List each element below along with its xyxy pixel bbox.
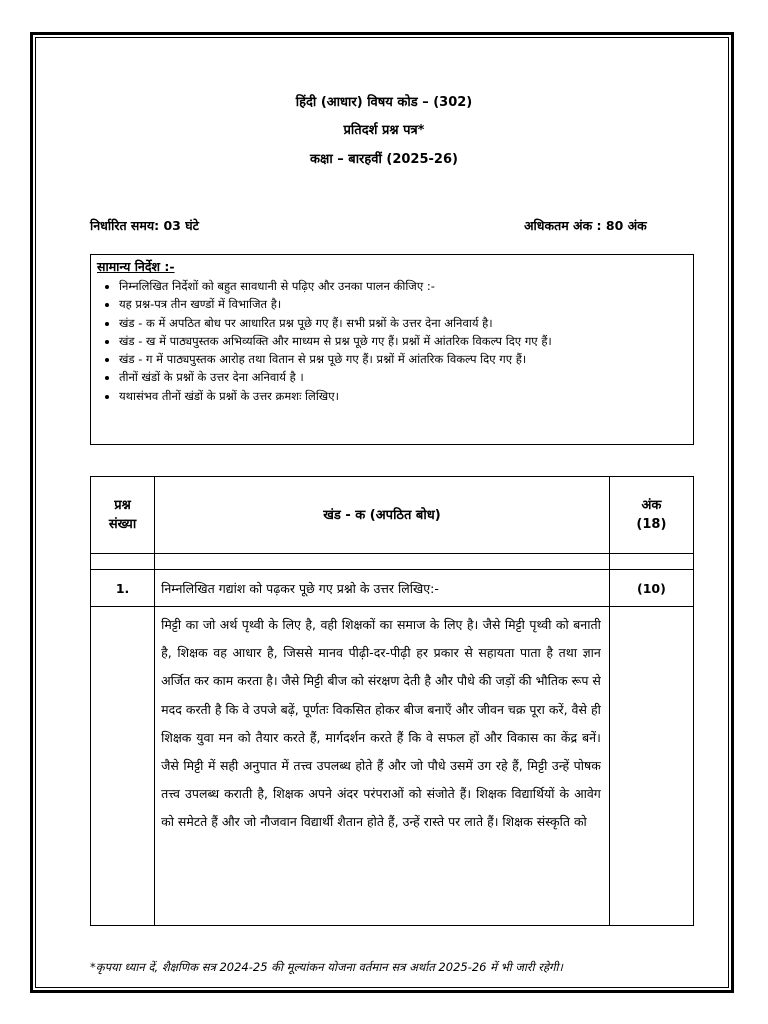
table-header-row: [91, 477, 694, 554]
footnote: *कृपया ध्यान दें, शैक्षणिक सत्र 2024-25 की मूल्यांकन योजना वर्तमान सत्र अर्थात 2025-26 में भी जारी रहेगी।: [90, 960, 563, 974]
instructions-list: [97, 277, 687, 405]
instruction-item: • यह प्रश्न-पत्र तीन खण्डों में विभाजित है।: [119, 295, 687, 313]
marks-header: [609, 477, 693, 554]
instruction-item: • तीनों खंडों के प्रश्नों के उत्तर देना अनिवार्य है ।: [119, 368, 687, 386]
header-text: संख्या: [108, 517, 137, 532]
instruction-item: • खंड - क में अपठित बोध पर आधारित प्रश्न पूछे गए हैं। सभी प्रश्नों के उत्तर देना अनिवार्य है।: [119, 314, 687, 332]
general-instructions-box: [90, 254, 694, 445]
instruction-item: • खंड - ग में पाठ्यपुस्तक आरोह तथा वितान से प्रश्न पूछे गए हैं। प्रश्नों में आंतरिक विकल्प दिए गए हैं।: [119, 350, 687, 368]
question-number-header: [91, 477, 155, 554]
instructions-heading: सामान्य निर्देश :-: [97, 259, 175, 274]
class-title: कक्षा – बारहवीं (2025-26): [310, 152, 458, 167]
time-allowed: निर्धारित समय: 03 घंटे: [90, 218, 199, 233]
section-header: खंड - क (अपठित बोध): [155, 477, 610, 554]
header-text: अंक: [641, 498, 662, 513]
passage-row: [91, 607, 694, 926]
instruction-item: • यथासंभव तीनों खंडों के प्रश्नों के उत्तर क्रमशः लिखिए।: [119, 387, 687, 405]
question-marks: (10): [609, 570, 693, 607]
instruction-item: • निम्नलिखित निर्देशों को बहुत सावधानी से पढ़िए और उनका पालन कीजिए :-: [119, 277, 687, 295]
header-text: प्रश्न: [114, 498, 131, 513]
question-row: [91, 570, 694, 607]
header-text: (18): [636, 517, 667, 532]
instruction-item: • खंड - ख में पाठ्यपुस्तक अभिव्यक्ति और माध्यम से प्रश्न पूछे गए हैं। प्रश्नों में आंतरिक विकल्प दिए गए हैं।: [119, 332, 687, 350]
max-marks: अधिकतम अंक : 80 अंक: [524, 218, 647, 233]
question-number: 1.: [91, 570, 155, 607]
subject-title: हिंदी (आधार) विषय कोड – (302): [295, 95, 473, 110]
passage-text: मिट्टी का जो अर्थ पृथ्वी के लिए है, वही शिक्षकों का समाज के लिए है। जैसे मिट्टी पृथ्वी को बनाती है, शिक्षक वह आधार है, जिससे मानव पीढ़ी-दर-पीढ़ी हर प्रकार से सहायता पाता है तथा ज्ञान अर्जित कर काम करता है। जैसे मिट्टी बीज को संरक्षण देती है और पौधे की जड़ों की भौतिक रूप से मदद करती है कि वे उपजे बढ़ें, पूर्णतः विकसित होकर बीज बनाएँ और जीवन चक्र पूरा करें, वैसे ही शिक्षक युवा मन को तैयार करते हैं, मार्गदर्शन करते हैं कि वे सफल हों और विकास का केंद्र बनें। जैसे मिट्टी में सही अनुपात में तत्त्व उपलब्ध होते हैं और जो पौधे उसमें उग रहे हैं, मिट्टी उन्हें पोषक तत्त्व उपलब्ध कराती है, शिक्षक अपने अंदर परंपराओं को संजोते हैं। शिक्षक विद्यार्थियों के आवेग को समेटते हैं और जो नौजवान विद्यार्थी शैतान होते हैं, उन्हें रास्ते पर लाते हैं। शिक्षक संस्कृति को: [155, 607, 610, 926]
paper-type-title: प्रतिदर्श प्रश्न पत्र*: [343, 123, 425, 138]
question-text: निम्नलिखित गद्यांश को पढ़कर पूछे गए प्रश्नो के उत्तर लिखिए:-: [155, 570, 610, 607]
spacer-row: [91, 554, 694, 570]
question-table: [90, 476, 694, 926]
